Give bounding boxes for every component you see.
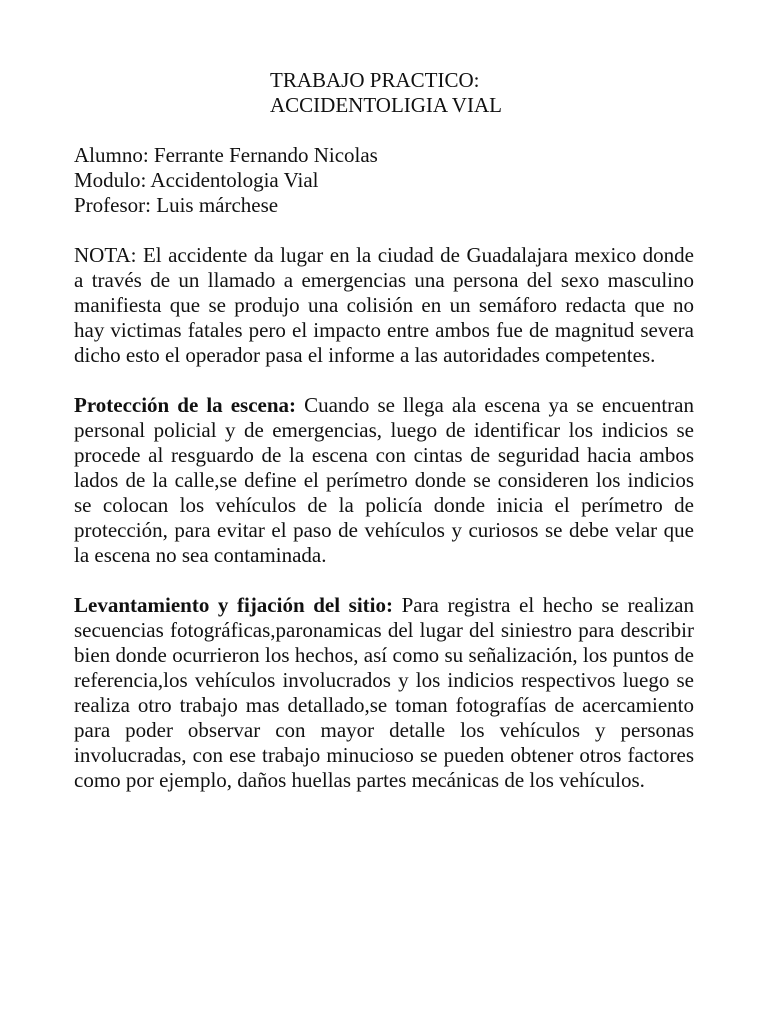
title-line-2: ACCIDENTOLIGIA VIAL — [270, 93, 502, 117]
document-page — [74, 68, 694, 793]
module-name: Modulo: Accidentologia Vial — [74, 168, 319, 192]
student-info — [74, 143, 694, 218]
title-line-1: TRABAJO PRACTICO: — [270, 68, 480, 92]
nota-text: NOTA: El accidente da lugar en la ciudad de Guadalajara mexico donde a través de un llamado a emergencias una persona del sexo masculino manifiesta que se produjo una colisión en un semáforo redacta que no hay victimas fatales pero el impacto entre ambos fue de magnitud severa dicho esto el operador pasa el informe a las autoridades competentes. — [74, 243, 694, 367]
proteccion-text: Cuando se llega ala escena ya se encuentran personal policial y de emergencias, luego de identificar los indicios se procede al resguardo de la escena con cintas de seguridad hacia ambos lados de la calle,se define el perímetro donde se consideren los indicios se colocan los vehículos de la policía donde inicia el perímetro de protección, para evitar el paso de vehículos y curiosos se debe velar que la escena no sea contaminada. — [74, 393, 694, 567]
professor-name: Profesor: Luis márchese — [74, 193, 279, 217]
document-title — [74, 68, 694, 118]
levantamiento-text: Para registra el hecho se realizan secuencias fotográficas,paronamicas del lugar del siniestro para describir bien donde ocurrieron los hechos, así como su señalización, los puntos de referencia,los vehículos involucrados y los indicios respectivos luego se realiza otro trabajo mas detallado,se toman fotografías de acercamiento para poder observar con mayor detalle los vehículos y personas involucradas, con ese trabajo minucioso se pueden obtener otros factores como por ejemplo, daños huellas partes mecánicas de los vehículos. — [74, 593, 694, 792]
proteccion-paragraph — [74, 393, 694, 568]
student-name: Alumno: Ferrante Fernando Nicolas — [74, 143, 378, 167]
nota-paragraph — [74, 243, 694, 368]
proteccion-heading: Protección de la escena: — [74, 393, 297, 417]
levantamiento-paragraph — [74, 593, 694, 793]
levantamiento-heading: Levantamiento y fijación del sitio: — [74, 593, 393, 617]
